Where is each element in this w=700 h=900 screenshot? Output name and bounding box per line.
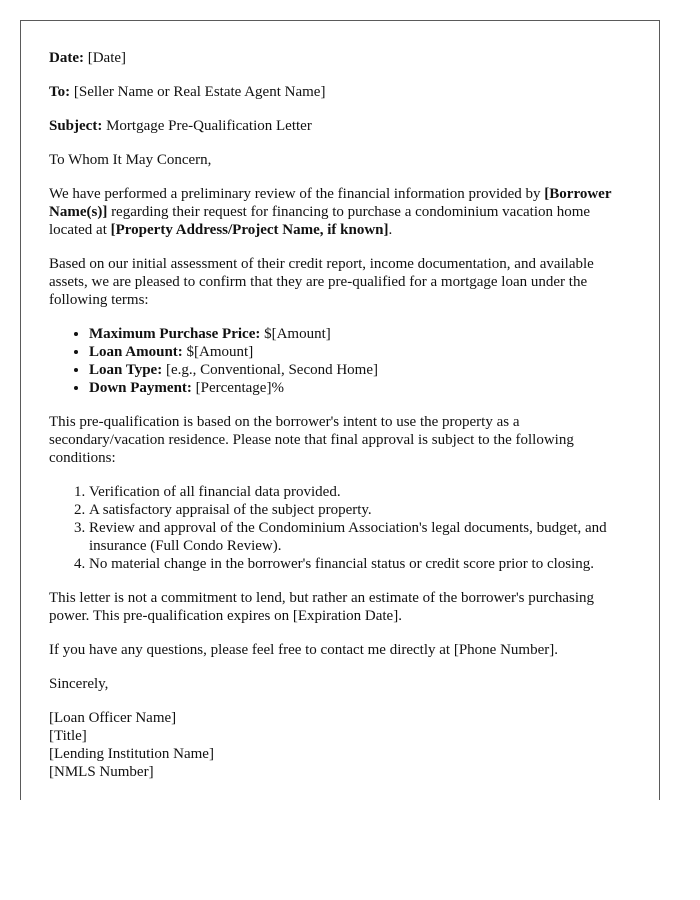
intro-text-2: regarding their request for financing to purchase a condominium vacation home located at <box>49 204 591 238</box>
basis-paragraph: This pre-qualification is based on the borrower's intent to use the property as a secondary/vacation residence. Please note that final approval is subject to the following conditions: <box>49 414 574 466</box>
term-value: $[Amount] <box>260 326 331 342</box>
subject-line <box>49 117 633 135</box>
term-value: [e.g., Conventional, Second Home] <box>162 362 379 378</box>
subject-value: Mortgage Pre-Qualification Letter <box>102 118 312 134</box>
disclaimer-paragraph: This letter is not a commitment to lend, but rather an estimate of the borrower's purchasing power. This pre-qualification expires on [Expiration Date]. <box>49 590 595 624</box>
term-label: Loan Type: <box>89 362 163 378</box>
to-value: [Seller Name or Real Estate Agent Name] <box>70 84 326 100</box>
term-label: Down Payment: <box>89 380 192 396</box>
condition-item: 4. No material change in the borrower's financial status or credit score prior to closing. <box>89 555 633 573</box>
date-line <box>49 49 633 67</box>
contact-paragraph: If you have any questions, please feel free to contact me directly at [Phone Number]. <box>49 642 558 658</box>
term-label: Maximum Purchase Price: <box>89 326 261 342</box>
closing: Sincerely, <box>49 676 109 692</box>
term-value: [Percentage]% <box>191 380 284 396</box>
salutation: To Whom It May Concern, <box>49 152 212 168</box>
intro-text-1: We have performed a preliminary review of the financial information provided by <box>49 186 545 202</box>
term-item <box>89 361 633 379</box>
institution-name: [Lending Institution Name] <box>49 746 214 762</box>
property-address: [Property Address/Project Name, if known] <box>110 222 389 238</box>
assessment-paragraph: Based on our initial assessment of their credit report, income documentation, and available assets, we are pleased to confirm that they are pre-qualified for a mortgage loan under the following terms: <box>49 256 594 308</box>
term-label: Loan Amount: <box>89 344 183 360</box>
borrower-name: [Borrower Name(s)] <box>49 186 612 220</box>
term-value: $[Amount] <box>182 344 254 360</box>
date-label: Date: <box>49 50 84 66</box>
nmls-number: [NMLS Number] <box>49 764 154 780</box>
to-line <box>49 83 633 101</box>
officer-title: [Title] <box>49 728 87 744</box>
letter-body <box>49 49 633 797</box>
signature-block <box>49 709 633 781</box>
term-item <box>89 343 633 361</box>
condition-item: 1. Verification of all financial data provided. <box>89 483 633 501</box>
terms-list <box>49 325 633 397</box>
intro-text-3: . <box>388 222 393 238</box>
to-label: To: <box>49 84 71 100</box>
intro-paragraph <box>49 185 633 239</box>
loan-officer-name: [Loan Officer Name] <box>49 710 177 726</box>
term-item <box>89 325 633 343</box>
letter-page <box>20 20 660 800</box>
date-value: [Date] <box>83 50 127 66</box>
condition-item: 2. A satisfactory appraisal of the subject property. <box>89 501 633 519</box>
condition-item: 3. Review and approval of the Condominium Association's legal documents, budget, and insurance (Full Condo Review). <box>89 519 633 555</box>
term-item <box>89 379 633 397</box>
subject-label: Subject: <box>49 118 103 134</box>
conditions-list <box>49 483 633 573</box>
